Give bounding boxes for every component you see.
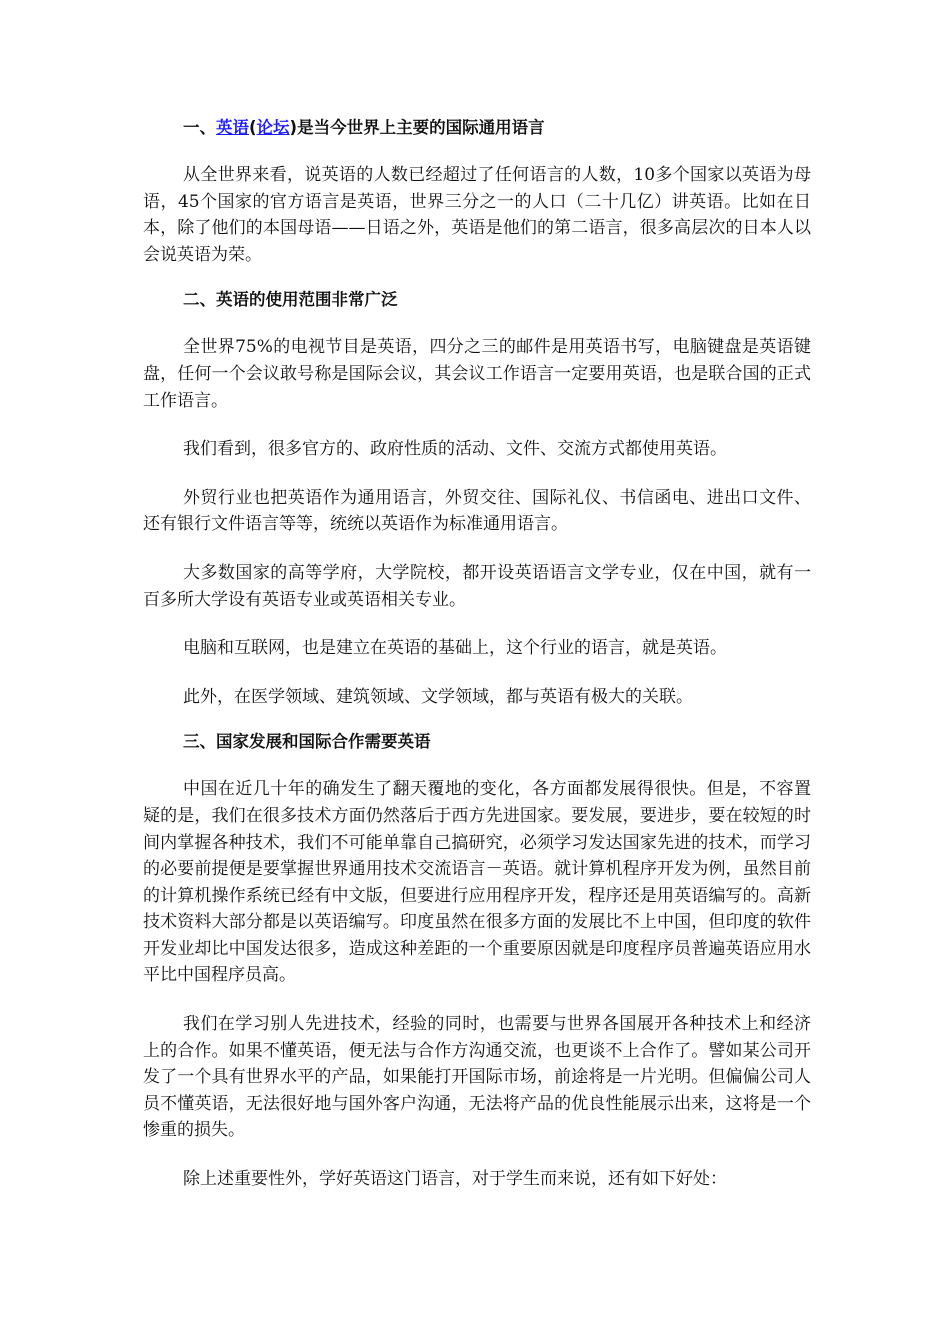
forum-link[interactable]: 论坛 [256, 118, 290, 137]
paragraph: 此外，在医学领域、建筑领域、文学领域，都与英语有极大的关联。 [183, 686, 693, 707]
english-link[interactable]: 英语 [216, 118, 249, 137]
paragraph: 全世界75%的电视节目是英语，四分之三的邮件是用英语书写，电脑键盘是英语键盘，任何一个会议敢号称是国际会议，其会议工作语言一定要用英语，也是联合国的正式工作语言。 [143, 337, 811, 411]
section-heading-1: 一、英语(论坛)是当今世界上主要的国际通用语言 [183, 118, 545, 137]
paragraph: 电脑和互联网，也是建立在英语的基础上，这个行业的语言，就是英语。 [183, 638, 727, 659]
document-page [143, 116, 811, 1193]
paragraph: 大多数国家的高等学府，大学院校，都开设英语语言文学专业，仅在中国，就有一百多所大学设有英语专业或英语相关专业。 [143, 562, 811, 610]
section-heading-3: 三、国家发展和国际合作需要英语 [183, 732, 431, 752]
section-heading-2: 二、英语的使用范围非常广泛 [183, 290, 398, 310]
paragraph: 外贸行业也把英语作为通用语言，外贸交往、国际礼仪、书信函电、进出口文件、还有银行文件语言等等，统统以英语作为标准通用语言。 [143, 487, 811, 535]
paragraph: 我们看到，很多官方的、政府性质的活动、文件、交流方式都使用英语。 [183, 439, 727, 460]
paragraph: 我们在学习别人先进技术，经验的同时，也需要与世界各国展开各种技术上和经济上的合作。如果不懂英语，便无法与合作方沟通交流，也更谈不上合作了。譬如某公司开发了一个具有世界水平的产品，如果能打开国际市场，前途将是一片光明。但偏偏公司人员不懂英语，无法很好地与国外客户沟通，无法将产品的优良性能展示出来，这将是一个惨重的损失。 [143, 1014, 811, 1141]
paragraph: 中国在近几十年的确发生了翻天覆地的变化，各方面都发展得很快。但是，不容置疑的是，我们在很多技术方面仍然落后于西方先进国家。要发展，要进步，要在较短的时间内掌握各种技术，我们不可能单靠自己搞研究，必须学习发达国家先进的技术，而学习的必要前提便是要掌握世界通用技术交流语言－英语。就计算机程序开发为例，虽然目前的计算机操作系统已经有中文版，但要进行应用程序开发，程序还是用英语编写的。高新技术资料大部分都是以英语编写。印度虽然在很多方面的发展比不上中国，但印度的软件开发业却比中国发达很多，造成这种差距的一个重要原因就是印度程序员普遍英语应用水平比中国程序员高。 [143, 779, 811, 986]
paragraph: 除上述重要性外，学好英语这门语言，对于学生而来说，还有如下好处： [183, 1169, 727, 1190]
paragraph: 从全世界来看，说英语的人数已经超过了任何语言的人数，10多个国家以英语为母语，45个国家的官方语言是英语，世界三分之一的人口（二十几亿）讲英语。比如在日本，除了他们的本国母语——日语之外，英语是他们的第二语言，很多高层次的日本人以会说英语为荣。 [143, 165, 811, 265]
